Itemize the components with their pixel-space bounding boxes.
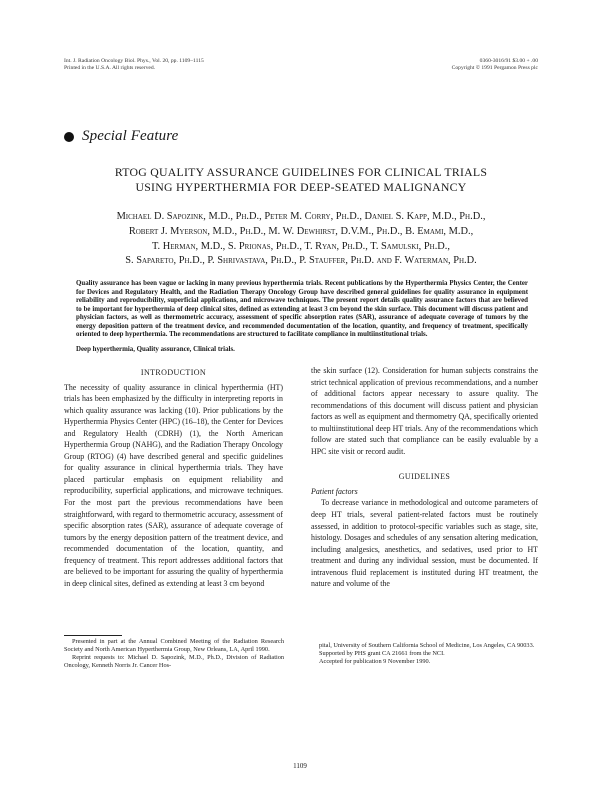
bullet-icon [64, 132, 74, 142]
introduction-paragraph: The necessity of quality assurance in clinical hyperthermia (HT) trials has been emphasized by the difficulty in interpreting reports in which quality assurance was lacking (10). Prior publications by the Hyperthermia Physics Center (HPC) (16–18), the Center for Devices and Regulatory Health (CDRH) (1), the North American Hyperthermia Group (NAHG), and the Radiation Therapy Oncology Group (RTOG) (4) have described general and specific guidelines for quality assurance in clinical hyperthermia trials. They have placed particular emphasis on equipment reliability and reproducibility, superficial applications, and microwave techniques. For the most part the previous recommendations have been straightforward, with regard to thermometric accuracy, assessment of specific absorption rates (SAR), assurance of adequate coverage of tumors by the energy deposition pattern of the treatment device, and recommended documentation of the location, quantity, and frequency of treatment. This report addresses additional factors that are believed to be important for assuring the quality of hyperthermia in deep clinical sites, defined as extending at least 3 cm beyond [64, 382, 283, 588]
footnotes-left [64, 638, 284, 670]
left-column [64, 367, 283, 589]
subheading-patient-factors: Patient factors [311, 486, 358, 496]
footnote-address-continuation: pital, University of Southern California School of Medicine, Los Angeles, CA 90033. [319, 642, 535, 649]
special-feature-label [64, 128, 178, 145]
author-line: Robert J. Myerson, M.D., Ph.D., M. W. Dewhirst, D.V.M., Ph.D., B. Emami, M.D., [128, 225, 474, 237]
section-heading-guidelines: GUIDELINES [398, 472, 451, 482]
author-line: Michael D. Sapozink, M.D., Ph.D., Peter M. Corry, Ph.D., Daniel S. Kapp, M.D., Ph.D., [116, 211, 486, 222]
abstract: Quality assurance has been vague or lacking in many previous hyperthermia trials. Recent publications by the Hyperthermia Physics Center, the Center for Devices and Regulatory Health, and the Radiation Therapy Oncology Group have described general guidelines for quality assurance in equipment reliability and reproducibility, superficial applications, and microwave techniques. The present report details quality assurance factors that are believed to be important for hyperthermia of deep clinical sites, defined as extending at least 3 cm beyond the skin surface. This document will discuss patient and physician factors, as well as thermometric accuracy, assessment of specific absorption rates (SAR), assurance of adequate coverage of tumors by the energy deposition pattern of the treatment device, and recommended documentation of the location, quantity, and frequency of treatment, specifically oriented to deep hyperthermia. The recommendations are structured to facilitate compliance in multiinstitutional trials. [76, 280, 528, 339]
copyright-line: Copyright © 1991 Pergamon Press plc [451, 65, 538, 71]
page-number: 1109 [293, 762, 307, 770]
footnote-support: Supported by PHS grant CA 21661 from the NCI. [319, 649, 445, 657]
footnote-accepted: Accepted for publication 9 November 1990. [319, 657, 431, 665]
section-heading-introduction: INTRODUCTION [140, 368, 207, 377]
author-line: S. Sapareto, Ph.D., P. Shrivastava, Ph.D., P. Stauffer, Ph.D. and F. Waterman, Ph.D. [125, 255, 477, 267]
article-title [64, 165, 538, 195]
author-list [60, 210, 542, 269]
keywords: Deep hyperthermia, Quality assurance, Clinical trials. [76, 346, 235, 353]
introduction-continuation: the skin surface (12). Consideration for human subjects constrains the strict technical application of previous recommendations, and a number of additional factors appear necessary to assure quality. The recommendations of this document will discuss patient and physician factors as well as equipment and thermometry QA, specifically oriented to multiinstitutional deep HT trials. Any of the recommendations which follow are stated such that compliance can be easily evaluable by a HPC site visit or record audit. [311, 366, 538, 456]
running-header-right [420, 58, 538, 72]
title-line: RTOG QUALITY ASSURANCE GUIDELINES FOR CLINICAL TRIALS [114, 165, 488, 179]
footnote-rule [64, 635, 122, 636]
footnotes-right [311, 642, 538, 666]
issn-line: 0360-3016/91 $3.00 + .00 [479, 58, 538, 64]
footnote-presented: Presented in part at the Annual Combined Meeting of the Radiation Research Society and North American Hyperthermia Group, New Orleans, LA, April 1990. [64, 638, 284, 653]
footnote-reprint-requests: Reprint requests to: Michael D. Sapozink, M.D., Ph.D., Division of Radiation Oncology, Kenneth Norris Jr. Cancer Hos- [64, 653, 284, 669]
section-spacer [311, 457, 538, 471]
feature-label-text: Special Feature [82, 128, 179, 144]
running-header-left [64, 58, 324, 72]
right-column [311, 365, 538, 590]
author-line: T. Herman, M.D., S. Prionas, Ph.D., T. Ryan, Ph.D., T. Samulski, Ph.D., [151, 240, 451, 252]
patient-factors-paragraph: To decrease variance in methodological and outcome parameters of deep HT trials, several patient-related factors must be routinely assessed, in addition to protocol-specific variables such as stage, site, histology. Dosages and schedules of any sensation altering medication, including analgesics, anesthetics, and sedatives, used prior to HT treatment and during any individual session, must be documented. If intravenous fluid replacement is instituted during HT treatment, the nature and volume of the [311, 498, 538, 589]
title-line: USING HYPERTHERMIA FOR DEEP-SEATED MALIGNANCY [135, 180, 467, 194]
printed-notice: Printed in the U.S.A. All rights reserved. [64, 65, 156, 71]
journal-citation: Int. J. Radiation Oncology Biol. Phys., Vol. 20, pp. 1109–1115 [64, 58, 204, 64]
